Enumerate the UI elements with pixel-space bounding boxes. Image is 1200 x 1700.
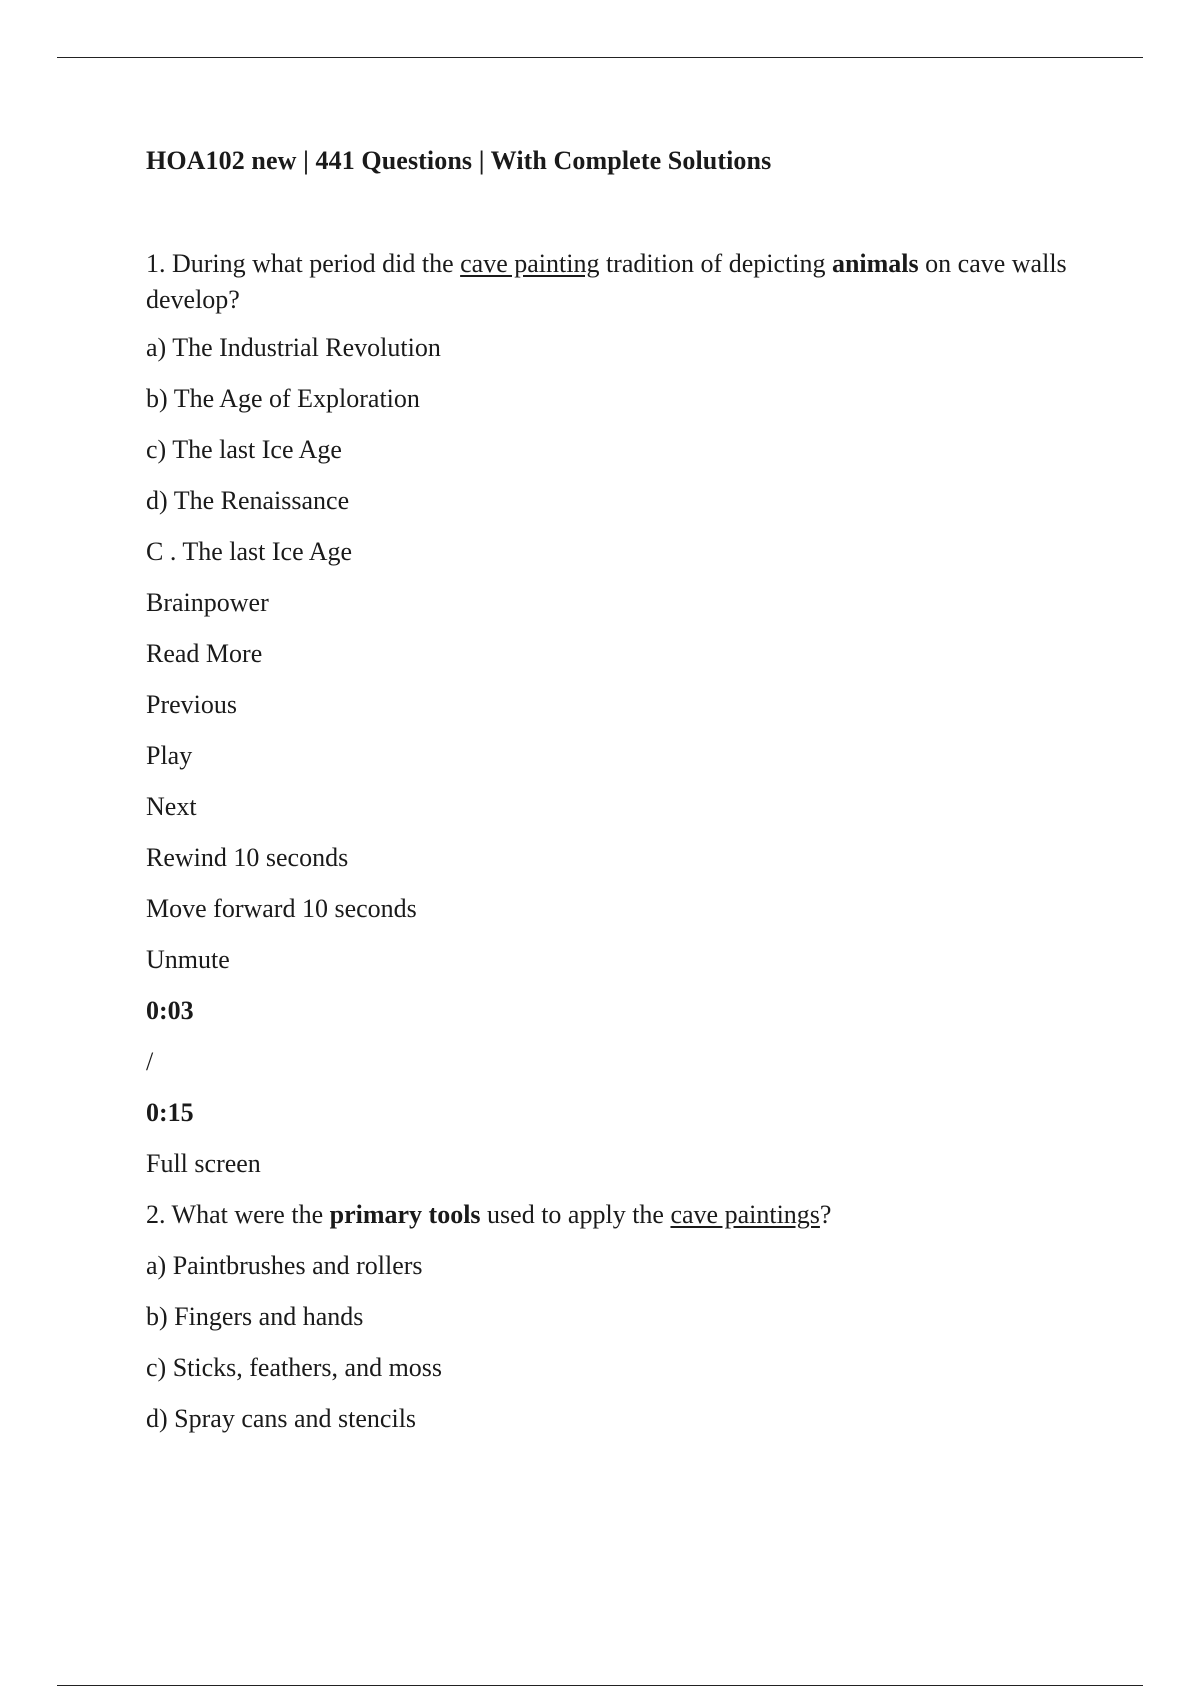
question-1-text-middle: tradition of depicting <box>605 249 826 278</box>
unmute-button[interactable]: Unmute <box>146 945 230 974</box>
question-2-underlined-term: cave paintings <box>670 1200 820 1229</box>
question-1-option-c: c) The last Ice Age <box>146 435 342 464</box>
rewind-button[interactable]: Rewind 10 seconds <box>146 843 349 872</box>
next-button[interactable]: Next <box>146 792 197 821</box>
question-1-option-d: d) The Renaissance <box>146 486 350 515</box>
current-time: 0:03 <box>146 996 194 1025</box>
question-2-option-d: d) Spray cans and stencils <box>146 1404 417 1433</box>
question-2-text-before: What were the <box>171 1200 324 1229</box>
question-1-number: 1. <box>146 249 166 278</box>
document-body <box>146 246 1096 1452</box>
question-1-option-b: b) The Age of Exploration <box>146 384 420 413</box>
duration: 0:15 <box>146 1098 194 1127</box>
document-title: HOA102 new | 441 Questions | With Complete Solutions <box>146 146 772 175</box>
question-1-bold-term: animals <box>831 249 919 278</box>
forward-button[interactable]: Move forward 10 seconds <box>146 894 417 923</box>
question-2-text-after: ? <box>819 1200 832 1229</box>
question-2-number: 2. <box>146 1200 166 1229</box>
question-1-answer: C . The last Ice Age <box>146 537 353 566</box>
play-button[interactable]: Play <box>146 741 193 770</box>
question-1-option-a: a) The Industrial Revolution <box>146 333 441 362</box>
top-rule <box>57 57 1143 58</box>
question-2 <box>146 1197 1096 1232</box>
question-1-text-before: During what period did the <box>172 249 454 278</box>
fullscreen-button[interactable]: Full screen <box>146 1149 261 1178</box>
read-more-link[interactable]: Read More <box>146 639 263 668</box>
question-1 <box>146 246 1096 318</box>
bottom-rule <box>57 1685 1143 1686</box>
time-separator: / <box>146 1047 154 1076</box>
question-2-option-c: c) Sticks, feathers, and moss <box>146 1353 443 1382</box>
question-2-option-b: b) Fingers and hands <box>146 1302 364 1331</box>
question-2-text-middle: used to apply the <box>487 1200 664 1229</box>
question-2-bold-term: primary tools <box>329 1200 481 1229</box>
previous-button[interactable]: Previous <box>146 690 237 719</box>
question-1-underlined-term: cave painting <box>460 249 600 278</box>
brainpower-label: Brainpower <box>146 588 269 617</box>
question-2-option-a: a) Paintbrushes and rollers <box>146 1251 423 1280</box>
question-1-text-after: on cave walls develop? <box>146 249 1067 314</box>
